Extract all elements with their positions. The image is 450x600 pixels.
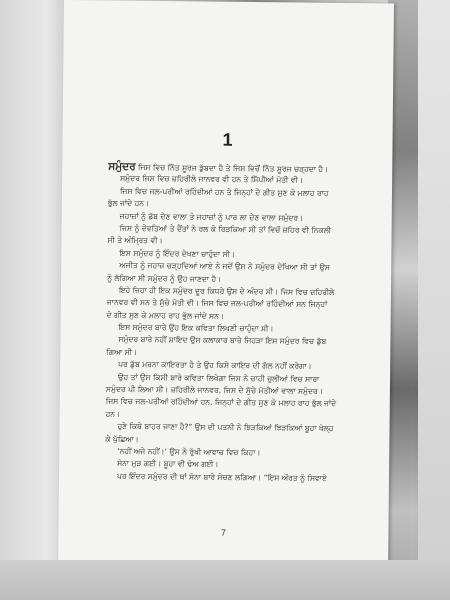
text-line: ਭੁੱਲ ਜਾਂਦੇ ਹਨ। [107,198,150,209]
text-line: ਸਮੁੰਦਰ ਪੀ ਲਿਆ ਸੀ। ਜ਼ਹਿਰੀਲੇ ਜਾਨਵਰ, ਜਿਸ ਦੇ ਸੁੱਚੇ ਮੋਤੀਆਂ ਵਾਲਾ ਸਮੁੰਦਰ। [105,384,323,396]
body-text [105,160,408,485]
surface-bottom [0,560,450,600]
chapter-number: 1 [222,129,233,150]
book-page [58,0,394,569]
opening-rest: ਜਿਸ ਵਿਚ ਨਿੱਤ ਸੂਰਜ ਡੁੱਬਦਾ ਹੈ ਤੇ ਜਿਸ ਵਿਚੋਂ ਨਿੱਤ ਸੂਰਜ ਚੜ੍ਹਦਾ ਹੈ। [135,162,329,174]
text-line: ਇਸ ਸਮੁੰਦਰ ਬਾਰੇ ਉਹ ਇਕ ਕਵਿਤਾ ਲਿਖਣੀ ਚਾਹੁੰਦਾ ਸੀ। [118,322,274,334]
text-line: ਜਹਾਜ਼ਾਂ ਨੂੰ ਡੋਬ ਦੇਣ ਵਾਲਾ ਤੇ ਜਹਾਜ਼ਾਂ ਨੂੰ ਪਾਰ ਲਾ ਦੇਣ ਵਾਲਾ ਸਮੁੰਦਰ। [119,211,304,223]
text-line: ਸਮੁੰਦਰ ਬਾਰੇ ਨਹੀਂ ਸ਼ਾਇਦ ਉਸ ਕਲਾਕਾਰ ਬਾਰੇ ਜਿਹੜਾ ਇਸ ਸਮੁੰਦਰ ਵਿਚ ਡੁੱਬ [118,335,327,347]
text-line: ਜਿਸ ਵਿਚ ਜਲ-ਪਰੀਆਂ ਰਹਿੰਦੀਆਂ ਹਨ ਤੇ ਜਿਨ੍ਹਾਂ ਦੇ ਗੀਤ ਸੁਣ ਕੇ ਮਲਾਹ ਰਾਹ [119,186,329,198]
text-line: ਗਿਆ ਸੀ। [106,347,138,357]
text-line: ਸੋਨਾ ਮੁੜ ਗਈ। ਬੂਹਾ ਵੀ ਢੋਅ ਗਈ। [117,458,219,470]
text-line: ਪਰ ਇੰਦਰ ਸਮੁੰਦਰ ਦੀ ਥਾਂ ਸੋਨਾ ਬਾਰੇ ਸੋਚਣ ਲਗਿਆ। “ਇਸ ਔਰਤ ਨੂੰ ਸਿਵਾਏ [116,471,328,483]
text-line: ਜਾਨਵਰ ਵੀ ਸਨ ਤੇ ਸੁੱਚੇ ਮੋਤੀ ਵੀ। ਜਿਸ ਵਿਚ ਜਲ-ਪਰੀਆਂ ਰਹਿੰਦੀਆਂ ਸਨ ਜਿਨ੍ਹਾਂ [106,297,328,310]
opening-word: ਸਮੁੰਦਰ [108,160,136,173]
text-line: ਸਮੁੰਦਰ ਜਿਸ ਵਿਚ ਜ਼ਹਿਰੀਲੇ ਜਾਨਵਰ ਵੀ ਹਨ ਤੇ ਸਿੱਪੀਆਂ ਮੋਤੀ ਵੀ। [120,173,303,185]
text-line: ਸੀ ਤੇ ਅੰਮ੍ਰਿਤ ਵੀ। [107,235,163,246]
text-line: ‘ਨਹੀਂ ਅਜੇ ਨਹੀਂ।’ ਉਸ ਨੇ ਰੁੱਖੀ ਆਵਾਜ਼ ਵਿਚ ਕਿਹਾ। [117,446,261,458]
text-line: ਨੂੰ ਲੱਗਿਆ ਸੀ ਸਮੁੰਦਰ ਨੂੰ ਉਹ ਜਾਣਦਾ ਹੈ। [107,272,222,284]
text-line: ਹੁਣੇ ਕਿਥੇ ਬਾਹਰ ਜਾਣਾ ਹੈ?” ਉਸ ਦੀ ਪਤਨੀ ਨੇ ਝਿੜਕਿਆਂ ਝਿੜਕਿਆਂ ਬੂਹਾ ਖੋਲ੍ਹ [117,421,334,434]
text-line: ਕੇ ਪੁੱਛਿਆ। [105,434,139,444]
facing-page-edge [0,0,67,560]
text-line: ਹਨ। [105,409,121,419]
text-line: ਅਜੀਤ ਨੂੰ ਜਹਾਜ਼ ਚੜ੍ਹਦਿਆਂ ਆਏ ਨੇ ਜਦੋਂ ਉਸ ਨੇ ਸਮੁੰਦਰ ਦੇਖਿਆ ਸੀ ਤਾਂ ਉਸ [119,260,331,272]
text-line: ਉਹ ਤਾਂ ਉਸ ਕਿਸੀ ਬਾਰੇ ਕਵਿਤਾ ਲਿਖੇਗਾ ਜਿਸ ਨੇ ਚਾਹੀ ਚੁਲੀਆਂ ਵਿਚ ਸਾਰਾ [118,372,320,384]
text-line: ਜਿਸ ਵਿਚ ਜਲ-ਪਰੀਆਂ ਰਹਿੰਦੀਆਂ ਹਨ, ਜਿਨ੍ਹਾਂ ਦੇ ਗੀਤ ਸੁਣ ਕੇ ਮਲਾਹ ਰਾਹ ਭੁੱਲ ਜਾਂਦੇ [105,396,337,409]
text-line: ਪਰ ਡੁੱਬ ਮਰਨਾ ਕਾਇਰਤਾ ਹੈ ਤੇ ਉਹ ਕਿਸੇ ਕਾਇਰ ਦੀ ਗੱਲ ਨਹੀਂ ਕਰੇਗਾ। [118,359,312,371]
text-line: ਇਹੋ ਜਿਹਾ ਹੀ ਇਕ ਸਮੁੰਦਰ ਦੂਰ ਕਿਧਰੇ ਉਸ ਦੇ ਅੰਦਰ ਸੀ। ਜਿਸ ਵਿਚ ਜ਼ਹਿਰੀਲੇ [118,285,335,297]
page-number: 7 [220,527,226,538]
text-line: ਜਿਸ ਨੂੰ ਦੇਵਤਿਆਂ ਤੇ ਦੈਂਤਾਂ ਨੇ ਰਲ ਕੇ ਰਿੜਕਿਆ ਸੀ ਤਾਂ ਵਿਚੋਂ ਜ਼ਹਿਰ ਵੀ ਨਿਕਲੀ [119,223,332,235]
text-line: ਦੇ ਗੀਤ ਸੁਣ ਕੇ ਮਲਾਹ ਰਾਹ ਭੁੱਲ ਜਾਂਦੇ ਸਨ। [106,310,225,321]
text-line: ਇਸ ਸਮੁੰਦਰ ਨੂੰ ਇੰਦਰ ਦੇਖਣਾ ਚਾਹੁੰਦਾ ਸੀ। [119,248,236,259]
